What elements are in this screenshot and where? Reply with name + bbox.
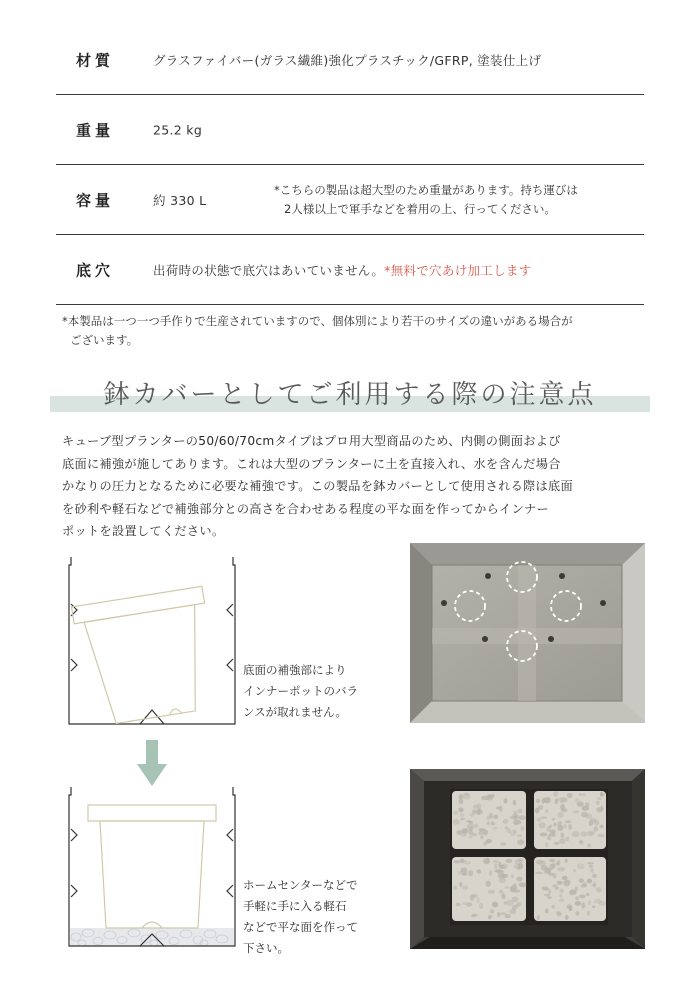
spec-row-capacity — [56, 165, 644, 235]
body-line: を砂利や軽石などで補強部分との高さを合わせある程度の平な面を作ってからインナー — [62, 501, 550, 516]
spec-label: 底穴 — [76, 261, 115, 279]
diagram-level-pot — [62, 785, 242, 950]
caption-line: 底面の補強部により — [243, 663, 347, 677]
spec-row-drain-hole — [56, 235, 644, 305]
body-line: かなりの圧力となるために必要な補強です。この製品を鉢カバーとして使用される際は底面 — [62, 479, 574, 493]
spec-value: グラスファイバー(ガラス繊維)強化プラスチック/GFRP, 塗装仕上げ — [153, 52, 542, 68]
caption-line: インナーポットのバラ — [243, 684, 358, 698]
drain-hole-text: 出荷時の状態で底穴はあいていません。 — [153, 262, 385, 278]
body-line: 底面に補強が施してあります。これは大型のプランターに土を直接入れ、水を含んだ場合 — [62, 456, 561, 471]
spec-row-material — [56, 25, 644, 95]
drilling-offer: *無料で穴あけ加工します — [384, 262, 532, 278]
caption-line: などで平な面を作って — [243, 920, 358, 934]
footnote-line: *本製品は一つ一つ手作りで生産されていますので、個体別により若干のサイズの違いがある場合が — [62, 314, 573, 328]
diagram-tilted-pot — [62, 555, 242, 730]
body-line: キューブ型プランターの50/60/70cmタイプはプロ用大型商品のため、内側の側面および — [62, 434, 561, 448]
spec-value: 約 330 L — [153, 192, 207, 208]
spec-label: 重量 — [76, 121, 115, 139]
footnote — [62, 312, 662, 350]
spec-value — [153, 261, 532, 279]
footnote-line: ございます。 — [70, 333, 139, 347]
body-line: ポットを設置してください。 — [62, 524, 225, 538]
capacity-note-line: *こちらの製品は超大型のため重量があります。持ち運びは — [274, 182, 578, 197]
body-text — [62, 430, 652, 543]
spec-table — [56, 25, 644, 305]
spec-label: 材質 — [76, 51, 115, 69]
caption-line: 手軽に手に入る軽石 — [243, 899, 347, 913]
section-heading: 鉢カバーとしてご利用する際の注意点 — [103, 380, 597, 410]
spec-value: 25.2 kg — [153, 122, 203, 137]
caption-top — [243, 660, 358, 723]
caption-line: ンスが取れません。 — [243, 705, 347, 719]
photo-planter-interior — [410, 543, 645, 723]
caption-line: 下さい。 — [243, 941, 289, 955]
caption-line: ホームセンターなどで — [243, 878, 358, 892]
caption-bottom — [243, 875, 358, 959]
spec-label: 容量 — [76, 191, 115, 209]
down-arrow-icon — [137, 740, 167, 786]
capacity-note — [274, 181, 578, 219]
capacity-note-line: 2人様以上で軍手などを着用の上、行ってください。 — [284, 201, 556, 216]
photo-pumice-filled — [410, 769, 645, 949]
spec-row-weight — [56, 95, 644, 165]
